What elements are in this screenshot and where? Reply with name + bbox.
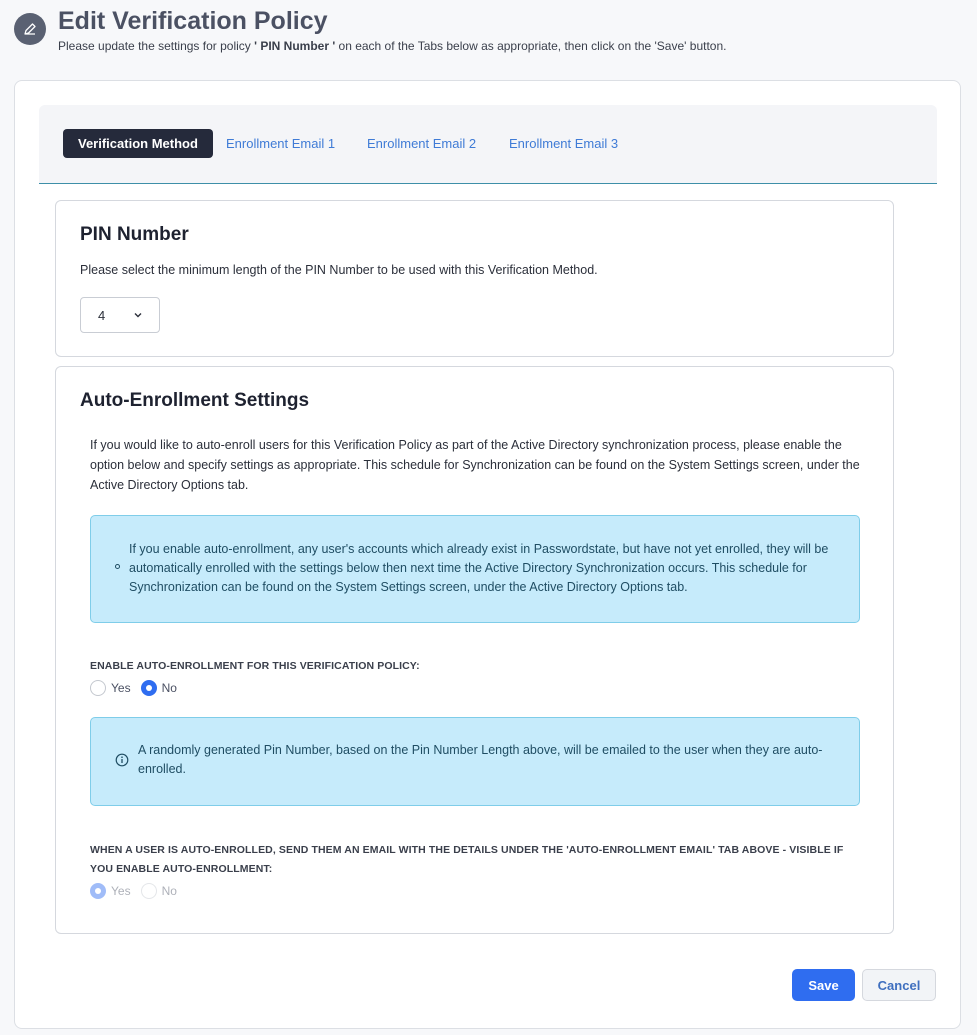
page-subtitle: Please update the settings for policy ' PIN Number ' on each of the Tabs below as appropriate, then click on the 'Save' button.	[58, 39, 727, 53]
enable-yes-radio[interactable]	[90, 680, 106, 696]
tab-enrollment-email-3[interactable]: Enrollment Email 3	[509, 136, 619, 151]
auto-enrollment-card	[55, 366, 894, 934]
auto-enrollment-description: If you would like to auto-enroll users for this Verification Policy as part of the Active Directory synchronization process, please enable the option below and specify settings as appropriate. This schedule for Synchronization can be found on the System Settings screen, under the Active Directory Options tab.	[90, 438, 860, 492]
pin-number-title: PIN Number	[80, 224, 189, 245]
email-yes-radio[interactable]	[90, 883, 106, 899]
send-email-radio-group: Yes No	[90, 883, 187, 899]
enable-auto-enrollment-label: ENABLE AUTO-ENROLLMENT FOR THIS VERIFICATION POLICY:	[90, 660, 420, 672]
save-button[interactable]: Save	[792, 969, 855, 1001]
cancel-button[interactable]: Cancel	[862, 969, 936, 1001]
tab-verification-method[interactable]: Verification Method	[63, 129, 213, 158]
send-email-label: WHEN A USER IS AUTO-ENROLLED, SEND THEM AN EMAIL WITH THE DETAILS UNDER THE 'AUTO-ENROLLMENT EMAIL' TAB ABOVE - VISIBLE IF YOU ENABLE AUTO-ENROLLMENT:	[90, 844, 844, 875]
tabs-bar	[39, 105, 937, 184]
info-icon	[115, 753, 129, 767]
tab-enrollment-email-1[interactable]: Enrollment Email 1	[226, 136, 336, 151]
email-no-radio[interactable]	[141, 883, 157, 899]
pin-number-card	[55, 200, 894, 357]
pin-length-value: 4	[98, 308, 106, 323]
bullet-icon	[115, 564, 120, 569]
info-alert-pin-email: A randomly generated Pin Number, based on the Pin Number Length above, will be emailed to the user when they are auto-enrolled.	[90, 717, 860, 806]
page-title: Edit Verification Policy	[58, 7, 328, 35]
chevron-down-icon	[133, 310, 143, 320]
pin-length-select[interactable]	[80, 297, 160, 333]
pencil-icon	[14, 13, 46, 45]
policy-name: ' PIN Number '	[254, 39, 336, 53]
enable-auto-enrollment-radio-group: Yes No	[90, 680, 187, 696]
auto-enrollment-title: Auto-Enrollment Settings	[80, 390, 310, 411]
info-alert-auto-enrollment: If you enable auto-enrollment, any user's accounts which already exist in Passwordstate, but have not yet enrolled, they will be automatically enrolled with the settings below then next time the Active Directory Synchronization occurs. This schedule for Synchronization can be found on the System Settings screen, under the Active Directory Options tab.	[90, 515, 860, 623]
enable-no-radio[interactable]	[141, 680, 157, 696]
tab-enrollment-email-2[interactable]: Enrollment Email 2	[367, 136, 477, 151]
policy-form-card	[14, 80, 961, 1029]
pin-number-description: Please select the minimum length of the PIN Number to be used with this Verification Method.	[80, 263, 598, 277]
